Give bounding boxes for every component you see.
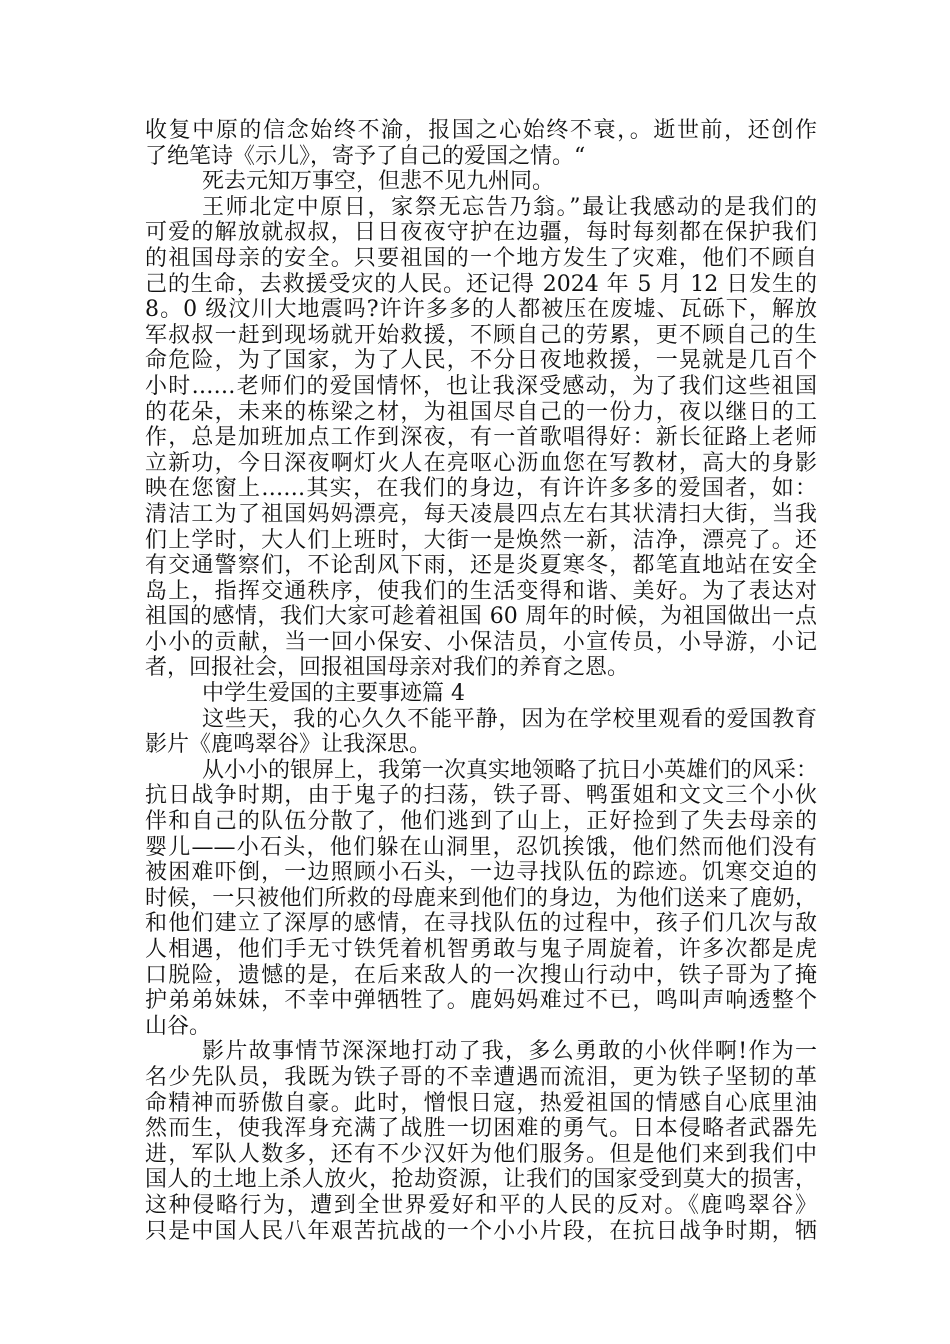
text-line: 了绝笔诗《示儿》，寄予了自己的爱国之情。“ (145, 143, 586, 169)
text-line: 小小的贡献，当一回小保安、小保洁员，小宣传员，小导游，小记 (145, 629, 817, 655)
text-line: 的祖国母亲的安全。只要祖国的一个地方发生了灾难，他们不顾自 (145, 245, 817, 271)
text-line: 己的生命，去救援受灾的人民。还记得 2024 年 5 月 12 日发生的 (145, 271, 817, 297)
text-line: 只是中国人民八年艰苦抗战的一个小小片段，在抗日战争时期，牺 (145, 1218, 817, 1244)
text-line: 清洁工为了祖国妈妈漂亮，每天凌晨四点左右其状清扫大街，当我 (145, 501, 817, 527)
text-line: 口脱险，遗憾的是，在后来敌人的一次搜山行动中，铁子哥为了掩 (145, 962, 817, 988)
text-line: 岛上，指挥交通秩序，使我们的生活变得和谐、美好。为了表达对 (145, 578, 817, 604)
text-line: 这些天，我的心久久不能平静，因为在学校里观看的爱国教育 (202, 706, 817, 732)
text-line: 中学生爱国的主要事迹篇 4 (202, 681, 465, 707)
text-line: 命危险，为了国家，为了人民，不分日夜地救援，一晃就是几百个 (145, 348, 817, 374)
text-line: 人相遇，他们手无寸铁凭着机智勇敢与鬼子周旋着，许多次都是虎 (145, 937, 817, 962)
text-line: 山谷。 (145, 1013, 212, 1039)
text-line: 王师北定中原日，家祭无忘告乃翁。”最让我感动的是我们的 (202, 194, 817, 220)
text-line: 伴和自己的队伍分散了，他们逃到了山上，正好捡到了失去母亲的 (145, 809, 817, 835)
text-line: 影片故事情节深深地打动了我，多么勇敢的小伙伴啊!作为一 (202, 1039, 817, 1065)
text-line: 这种侵略行为，遭到全世界爱好和平的人民的反对。《鹿鸣翠谷》 (145, 1192, 817, 1218)
text-line: 小时……老师们的爱国情怀，也让我深受感动，为了我们这些祖国 (145, 373, 817, 399)
text-line: 命精神而骄傲自豪。此时，憎恨日寇，热爱祖国的情感自心底里油 (145, 1090, 817, 1116)
text-line: 从小小的银屏上，我第一次真实地领略了抗日小英雄们的风采： (202, 757, 819, 783)
text-line: 名少先队员，我既为铁子哥的不幸遭遇而流泪，更为铁子坚韧的革 (145, 1064, 817, 1090)
document-body (145, 118, 817, 1244)
text-line: 收复中原的信念始终不渝，报国之心始终不衰，。逝世前，还创作 (145, 118, 817, 143)
text-line: 作，总是加班加点工作到深夜，有一首歌唱得好：新长征路上老师 (145, 425, 817, 451)
text-line: 者，回报社会，回报祖国母亲对我们的养育之恩。 (145, 655, 630, 681)
text-line: 军叔叔一赶到现场就开始救援，不顾自己的劳累，更不顾自己的生 (145, 322, 817, 348)
text-line: 们上学时，大人们上班时，大街一是焕然一新，洁净，漂亮了。还 (145, 527, 817, 553)
text-line: 祖国的感情，我们大家可趁着祖国 60 周年的时候，为祖国做出一点 (145, 604, 817, 630)
text-line: 婴儿——小石头，他们躲在山洞里，忍饥挨饿，他们然而他们没有 (145, 834, 817, 860)
text-line: 死去元知万事空，但悲不见九州同。 (202, 169, 555, 195)
text-line: 和他们建立了深厚的感情，在寻找队伍的过程中，孩子们几次与敌 (145, 911, 817, 937)
text-line: 护弟弟妹妹，不幸中弹牺牲了。鹿妈妈难过不已，鸣叫声响透整个 (145, 988, 817, 1014)
text-line: 立新功，今日深夜啊灯火人在亮呕心沥血您在写教材，高大的身影 (145, 450, 817, 476)
text-line: 国人的土地上杀人放火，抢劫资源，让我们的国家受到莫大的损害， (145, 1167, 817, 1193)
text-line: 的花朵，未来的栋梁之材，为祖国尽自己的一份力，夜以继日的工 (145, 399, 817, 425)
text-line: 有交通警察们，不论刮风下雨，还是炎夏寒冬，都笔直地站在安全 (145, 553, 817, 579)
text-line: 可爱的解放就叔叔，日日夜夜守护在边疆，每时每刻都在保护我们 (145, 220, 817, 246)
text-line: 时候，一只被他们所救的母鹿来到他们的身边，为他们送来了鹿奶， (145, 885, 817, 911)
text-line: 被困难吓倒，一边照顾小石头，一边寻找队伍的踪迹。饥寒交迫的 (145, 860, 817, 886)
text-line: 影片《鹿鸣翠谷》让我深思。 (145, 732, 432, 758)
text-line: 抗日战争时期，由于鬼子的扫荡，铁子哥、鸭蛋姐和文文三个小伙 (145, 783, 817, 809)
text-line: 映在您窗上……其实，在我们的身边，有许许多多的爱国者，如： (145, 476, 817, 502)
text-line: 然而生，使我浑身充满了战胜一切困难的勇气。日本侵略者武器先 (145, 1116, 817, 1142)
text-line: 8。0 级汶川大地震吗?许许多多的人都被压在废墟、瓦砾下，解放 (145, 297, 817, 323)
text-line: 进，军队人数多，还有不少汉奸为他们服务。但是他们来到我们中 (145, 1141, 817, 1167)
